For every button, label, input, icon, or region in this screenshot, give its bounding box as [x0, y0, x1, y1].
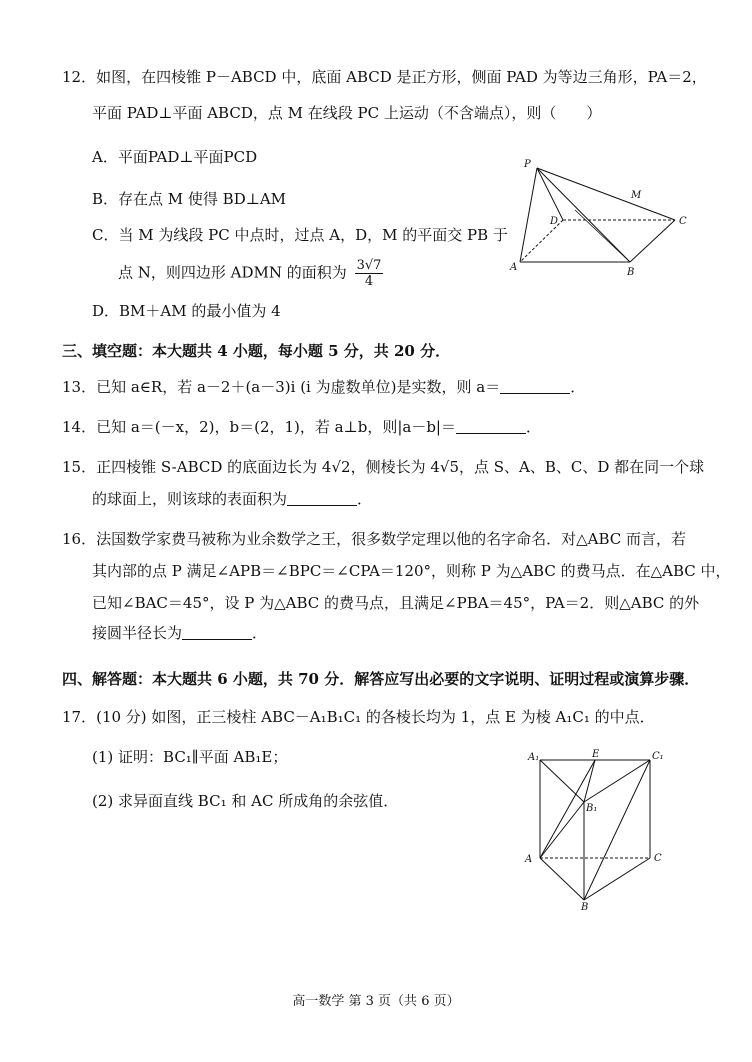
- q15-end: ．: [357, 490, 373, 508]
- q12-option-a: A．平面PAD⊥平面PCD: [92, 148, 258, 166]
- q17-part2: (2) 求异面直线 BC₁ 和 AC 所成角的余弦值．: [92, 792, 399, 810]
- q13-answer-blank[interactable]: [500, 377, 570, 394]
- q15-line2: [92, 488, 372, 510]
- q16-line3: 已知∠BAC＝45°，设 P 为△ABC 的费马点，且满足∠PBA＝45°，PA＝2．则△ABC 的外: [92, 594, 700, 612]
- label-c1: C₁: [652, 751, 664, 762]
- q15-text: 的球面上，则该球的表面积为: [92, 490, 288, 508]
- q12-option-c-line1: C．当 M 为线段 PC 中点时，过点 A，D，M 的平面交 PB 于: [92, 226, 508, 244]
- fraction-denominator: 4: [364, 274, 374, 289]
- fraction: [355, 258, 384, 289]
- label-p: P: [524, 159, 531, 170]
- q17-part1: (1) 证明：BC₁∥平面 AB₁E；: [92, 748, 288, 766]
- q17-intro: 17．(10 分) 如图，正三棱柱 ABC－A₁B₁C₁ 的各棱长均为 1，点 E 为棱 A₁C₁ 的中点．: [62, 708, 655, 726]
- label-d: D: [550, 216, 559, 227]
- section3-heading: 三、填空题：本大题共 4 小题，每小题 5 分，共 20 分．: [62, 342, 451, 360]
- q13-text: 13．已知 a∈R，若 a－2＋(a－3)i (i 为虚数单位)是实数，则 a＝: [62, 378, 501, 396]
- q12-line2: 平面 PAD⊥平面 ABCD，点 M 在线段 PC 上运动（不含端点），则（ ）: [92, 104, 602, 122]
- section4-heading: 四、解答题：本大题共 6 小题，共 70 分．解答应写出必要的文字说明、证明过程或演算步骤．: [62, 670, 700, 688]
- label-c: C: [654, 853, 662, 864]
- q16-end: ．: [252, 624, 268, 642]
- label-b: B: [581, 902, 589, 913]
- q12-option-d: D．BM＋AM 的最小值为 4: [92, 302, 281, 320]
- q12-option-c-text: 点 N，则四边形 ADMN 的面积为: [118, 263, 347, 282]
- label-b1: B₁: [586, 803, 598, 814]
- q13: [62, 376, 585, 398]
- q16-answer-blank[interactable]: [182, 623, 252, 640]
- prism-figure: [520, 748, 670, 913]
- q16-line2: 其内部的点 P 满足∠APB＝∠BPC＝∠CPA＝120°，则称 P 为△ABC 的费马点．在△ABC 中，: [92, 562, 731, 580]
- q13-end: ．: [570, 378, 586, 396]
- q12-option-b: B．存在点 M 使得 BD⊥AM: [92, 190, 287, 208]
- pyramid-figure: [505, 152, 705, 282]
- page-footer: 高一数学 第 3 页（共 6 页）: [292, 994, 460, 1009]
- label-m: M: [631, 190, 642, 201]
- q15-line1: 15．正四棱锥 S-ABCD 的底面边长为 4√2，侧棱长为 4√5，点 S、A、B、C、D 都在同一个球: [62, 458, 705, 476]
- q12-line1: 12．如图，在四棱锥 P－ABCD 中，底面 ABCD 是正方形，侧面 PAD 为等边三角形，PA＝2，: [62, 68, 707, 86]
- label-a1: A₁: [528, 752, 540, 763]
- q16-line1: 16．法国数学家费马被称为业余数学之王，很多数学定理以他的名字命名．对△ABC 而言，若: [62, 530, 687, 548]
- q14-text: 14．已知 a＝(－x，2)，b＝(2，1)，若 a⊥b，则|a－b|＝: [62, 418, 456, 436]
- q16-line4: [92, 622, 267, 644]
- q12-option-c-line2: [118, 258, 383, 289]
- q14-end: ．: [525, 418, 541, 436]
- fraction-numerator: 3√7: [356, 258, 382, 273]
- label-a: A: [510, 262, 518, 273]
- label-e: E: [592, 749, 600, 760]
- q15-answer-blank[interactable]: [287, 489, 357, 506]
- label-b: B: [627, 267, 635, 278]
- q14: [62, 416, 541, 438]
- q14-answer-blank[interactable]: [456, 417, 526, 434]
- label-a: A: [525, 854, 533, 865]
- q16-text: 接圆半径长为: [92, 624, 183, 642]
- label-c: C: [679, 216, 687, 227]
